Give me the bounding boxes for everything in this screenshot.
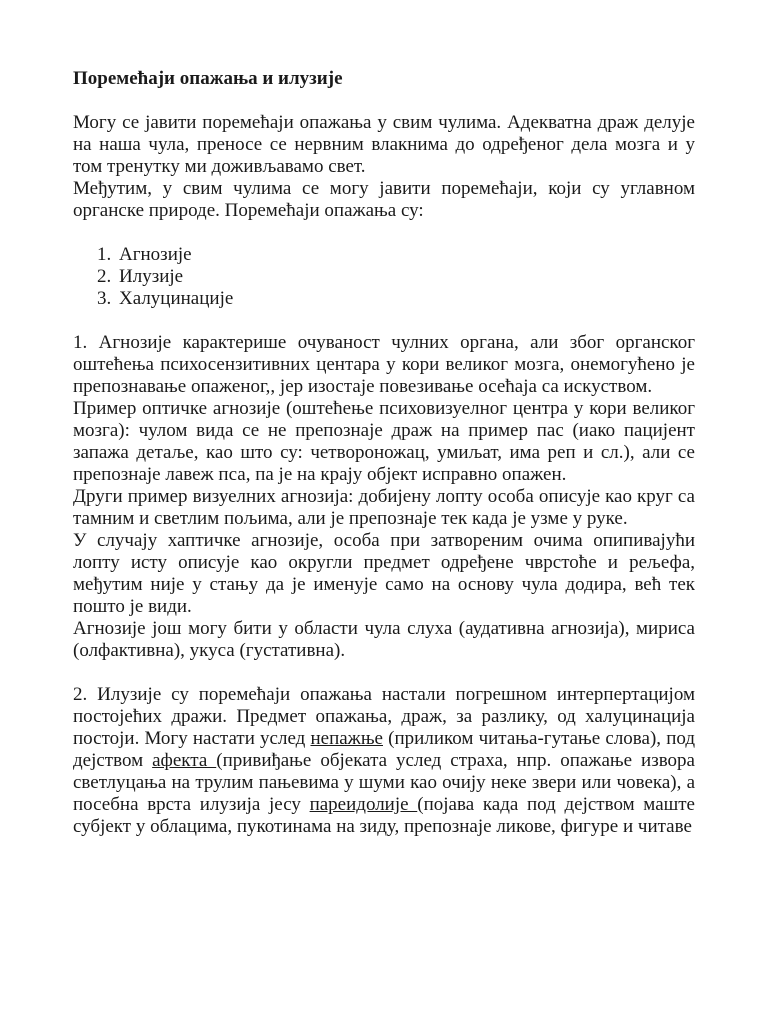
list-item (97, 266, 695, 288)
blank-line (73, 222, 695, 244)
list-item-label: Халуцинације (119, 288, 234, 309)
list-item-label: Агнозије (119, 244, 192, 265)
illusion-text: (појава када под дејством маште субјект у облацима, пукотинама на зиду, препознаје ликове, фигуре и читаве (73, 794, 695, 837)
list-item-label: Илузије (119, 266, 184, 287)
intro-paragraph: Међутим, у свим чулима се могу јавити поремећаји, који су углавном органске природе. Поремећаји опажања су: (73, 178, 695, 221)
list-number: 1. (97, 244, 112, 265)
illusion-text: 2. Илузије су поремећаји опажања настали погрешном интерпертацијом постојећих дражи. Предмет опажања, драж, за разлику, од халуцинација постоји. Могу настати услед (73, 684, 695, 749)
document-body (73, 68, 695, 838)
list-number: 3. (97, 288, 112, 309)
disorders-list (73, 244, 695, 310)
illusion-text: (привиђање објеката услед страха, нпр. опажање извора светлуцања на трулим пањевима у шуми као очију неке звери или човека), а посебна врста илузија јесу (73, 750, 695, 815)
underlined-term: непажње (310, 728, 383, 749)
agnosia-paragraph: У случају хаптичке агнозије, особа при затвореним очима опипивајући лопту исту описује као округли предмет одређене чврстоће и рељефа, међутим није у стању да је именује само на основу чула додира, већ тек пошто је види. (73, 530, 695, 617)
list-item (97, 288, 695, 310)
agnosia-paragraph: Агнозије још могу бити у области чула слуха (аудативна агнозија), мириса (олфактивна), укуса (густативна). (73, 618, 695, 661)
agnosia-paragraph: 1. Агнозије карактерише очуваност чулних органа, али због органског оштећења психосензитивних центара у кори великог мозга, онемогућено је препознавање опаженог,, јер изостаје повезивање осећаја са искуством. (73, 332, 695, 397)
illusion-paragraph (73, 684, 695, 838)
agnosia-paragraph: Пример оптичке агнозије (оштећење психовизуелног центра у кори великог мозга): чулом вида се не препознаје драж на пример пас (иако пацијент запажа детаље, као што су: четвороножац, умиљат, има реп и сл.), али се препознаје лавеж пса, па је на крају објект исправно опажен. (73, 398, 695, 485)
document-title: Поремећаји опажања и илузије (73, 68, 343, 89)
agnosia-paragraph: Други пример визуелних агнозија: добијену лопту особа описује као круг са тамним и светлим пољима, али је препознаје тек када је узме у руке. (73, 486, 695, 529)
illusion-text: (приликом читања-гутање слова), под дејством (73, 728, 695, 771)
intro-paragraph: Могу се јавити поремећаји опажања у свим чулима. Адекватна драж делује на наша чула, преносе се нервним влакнима до одређеног дела мозга и у том тренутку ми доживљавамо свет. (73, 112, 695, 177)
blank-line (73, 90, 695, 112)
blank-line (73, 662, 695, 684)
underlined-term: пареидолије (309, 794, 418, 815)
list-item (97, 244, 695, 266)
blank-line (73, 310, 695, 332)
list-number: 2. (97, 266, 112, 287)
underlined-term: афекта (152, 750, 217, 771)
